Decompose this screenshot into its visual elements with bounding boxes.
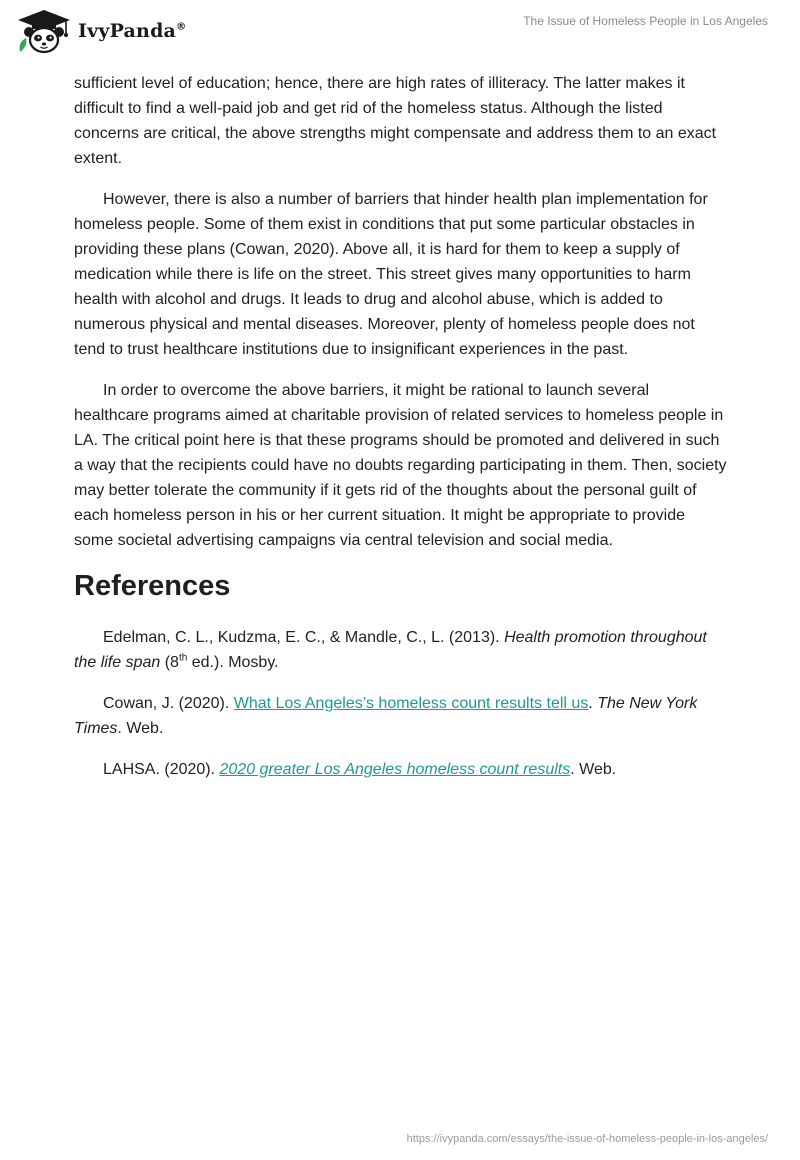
ivypanda-logo[interactable] bbox=[14, 8, 186, 54]
reference-item: Cowan, J. (2020). What Los Angeles’s homeless count results tell us. The New York Times. Web. bbox=[74, 695, 698, 737]
source-url[interactable]: https://ivypanda.com/essays/the-issue-of-homeless-people-in-los-angeles/ bbox=[406, 1133, 768, 1145]
reference-link-lahsa[interactable]: 2020 greater Los Angeles homeless count results bbox=[219, 761, 571, 778]
reference-link-cowan[interactable]: What Los Angeles’s homeless count results tell us bbox=[233, 695, 589, 712]
page-header bbox=[0, 0, 800, 64]
paragraph-barriers: However, there is also a number of barriers that hinder health plan implementation for homeless people. Some of them exist in conditions that put some particular obstacles in providing these plans (Cowan, 2020). Above all, it is hard for them to keep a supply of medication while there is life on the street. This street gives many opportunities to harm health with alcohol and drugs. It leads to drug and alcohol abuse, which is added to numerous physical and mental diseases. Moreover, plenty of homeless people does not tend to trust healthcare institutions due to insignificant experiences in the past. bbox=[74, 191, 708, 358]
logo-wordmark: IvyPanda® bbox=[78, 20, 187, 42]
document-title: The Issue of Homeless People in Los Angeles bbox=[523, 14, 768, 28]
panda-graduate-icon bbox=[14, 8, 74, 54]
essay-content bbox=[74, 71, 728, 798]
paragraph-overcome-barriers: In order to overcome the above barriers, it might be rational to launch several healthcare programs aimed at charitable provision of related services to homeless people in LA. The critical point here is that these programs should be promoted and delivered in such a way that the recipients could have no doubts regarding participating in them. Then, society may better tolerate the community if it gets rid of the thoughts about the personal guilt of each homeless person in his or her current situation. It might be appropriate to provide some societal advertising campaigns via central television and social media. bbox=[74, 382, 727, 549]
references-heading: References bbox=[74, 570, 231, 602]
reference-item: Edelman, C. L., Kudzma, E. C., & Mandle, C., L. (2013). Health promotion throughout the life span (8th ed.). Mosby. bbox=[74, 629, 707, 671]
paragraph-continued: sufficient level of education; hence, there are high rates of illiteracy. The latter makes it difficult to find a well-paid job and get rid of the homeless status. Although the listed concerns are critical, the above strengths might compensate and address them to an exact extent. bbox=[74, 75, 717, 167]
reference-item: LAHSA. (2020). 2020 greater Los Angeles homeless count results. Web. bbox=[103, 761, 617, 778]
